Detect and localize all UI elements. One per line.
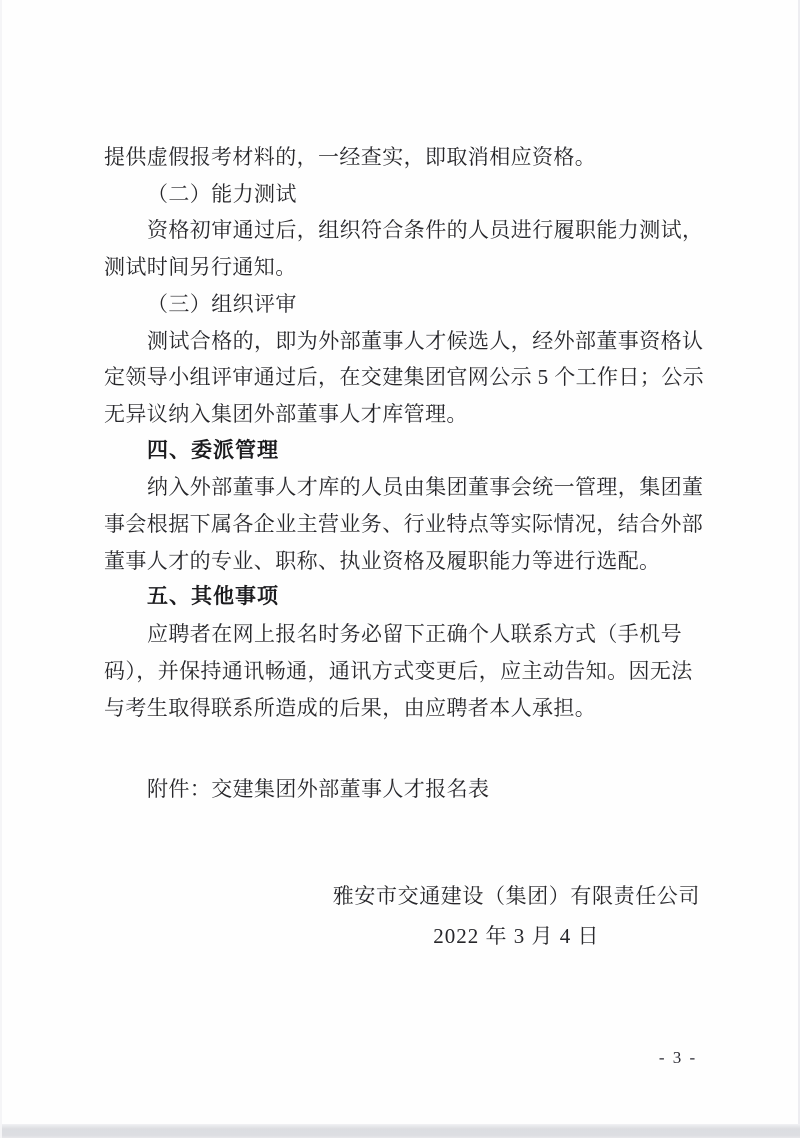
body-line: 纳入外部董事人才库的人员由集团董事会统一管理，集团董 <box>147 475 704 500</box>
attachment-line: 附件：交建集团外部董事人才报名表 <box>147 777 490 802</box>
body-line: 测试合格的，即为外部董事人才候选人，经外部董事资格认 <box>147 328 704 353</box>
body-line: 定领导小组评审通过后，在交建集团官网公示 5 个工作日；公示 <box>104 365 704 390</box>
signature-date: 2022 年 3 月 4 日 <box>433 923 600 948</box>
body-line: 码），并保持通讯畅通，通讯方式变更后，应主动告知。因无法 <box>104 658 693 683</box>
scan-edge-left <box>0 0 2 1138</box>
body-line: 应聘者在网上报名时务必留下正确个人联系方式（手机号 <box>147 622 682 647</box>
body-line: 测试时间另行通知。 <box>104 255 297 280</box>
body-line: 资格初审通过后，组织符合条件的人员进行履职能力测试， <box>147 218 704 243</box>
scan-edge-bottom <box>2 1124 800 1138</box>
body-line: 事会根据下属各企业主营业务、行业特点等实际情况，结合外部 <box>104 512 704 537</box>
body-line: 提供虚假报考材料的，一经查实，即取消相应资格。 <box>104 145 597 169</box>
signature-block <box>104 878 700 954</box>
document-body <box>104 139 704 954</box>
sub-heading: （二）能力测试 <box>147 181 297 206</box>
sub-heading: （三）组织评审 <box>147 291 297 316</box>
page-number: - 3 - <box>658 1048 698 1067</box>
body-line: 无异议纳入集团外部董事人才库管理。 <box>104 401 468 426</box>
section-heading: 五、其他事项 <box>147 585 279 609</box>
body-line: 与考生取得联系所造成的后果，由应聘者本人承担。 <box>104 695 597 720</box>
section-heading: 四、委派管理 <box>147 438 279 462</box>
body-line: 董事人才的专业、职称、执业资格及履职能力等进行选配。 <box>104 548 661 573</box>
signature-inner <box>333 878 700 954</box>
company-name: 雅安市交通建设（集团）有限责任公司 <box>332 883 700 908</box>
